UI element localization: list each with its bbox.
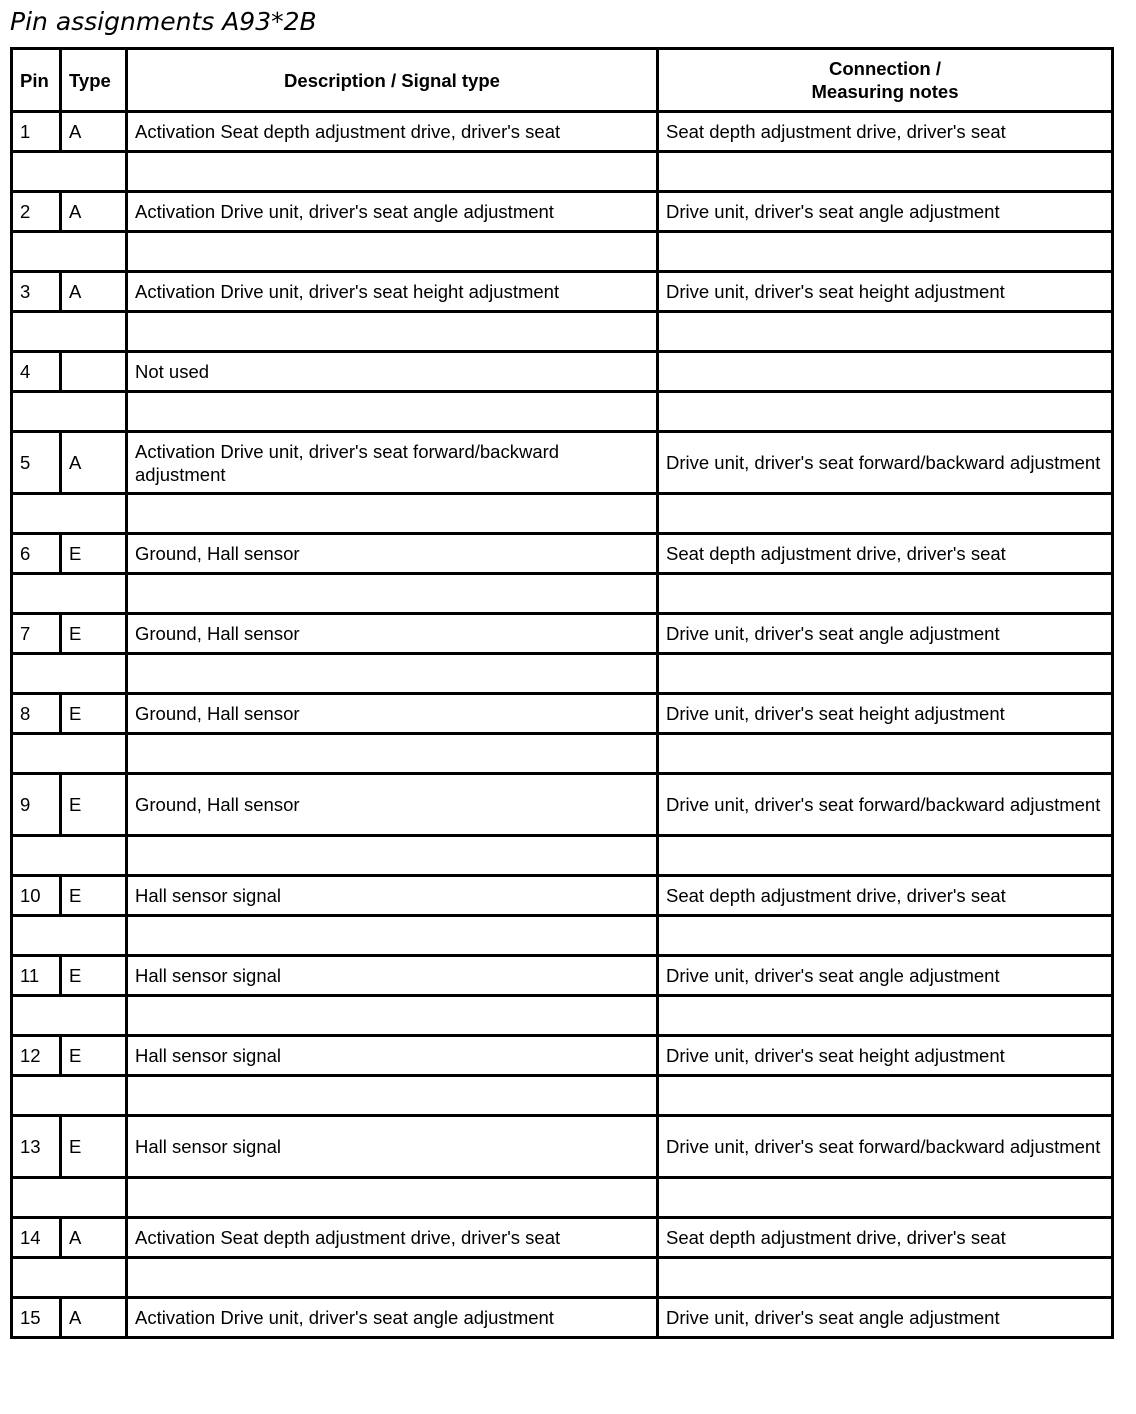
spacer-cell xyxy=(127,654,658,694)
type-cell: E xyxy=(61,774,127,836)
pin-cell: 15 xyxy=(12,1298,61,1338)
type-cell: E xyxy=(61,1036,127,1076)
table-row xyxy=(12,774,1113,836)
spacer-row xyxy=(12,1258,1113,1298)
spacer-row xyxy=(12,916,1113,956)
connection-cell: Seat depth adjustment drive, driver's seat xyxy=(658,534,1113,574)
description-cell: Ground, Hall sensor xyxy=(127,694,658,734)
spacer-row xyxy=(12,312,1113,352)
table-row xyxy=(12,112,1113,152)
description-cell: Activation Seat depth adjustment drive, driver's seat xyxy=(127,1218,658,1258)
table-row xyxy=(12,1036,1113,1076)
spacer-cell xyxy=(12,312,127,352)
spacer-cell xyxy=(127,836,658,876)
type-cell: A xyxy=(61,432,127,494)
spacer-cell xyxy=(658,574,1113,614)
pin-cell: 7 xyxy=(12,614,61,654)
spacer-cell xyxy=(12,654,127,694)
table-header-row xyxy=(12,49,1113,112)
connection-cell: Drive unit, driver's seat height adjustment xyxy=(658,694,1113,734)
spacer-cell xyxy=(12,152,127,192)
spacer-cell xyxy=(127,392,658,432)
table-row xyxy=(12,1116,1113,1178)
spacer-cell xyxy=(127,574,658,614)
pin-cell: 2 xyxy=(12,192,61,232)
spacer-cell xyxy=(12,494,127,534)
description-cell: Hall sensor signal xyxy=(127,956,658,996)
spacer-cell xyxy=(127,152,658,192)
spacer-cell xyxy=(658,654,1113,694)
type-cell: A xyxy=(61,1218,127,1258)
pin-cell: 11 xyxy=(12,956,61,996)
spacer-cell xyxy=(658,152,1113,192)
pin-cell: 3 xyxy=(12,272,61,312)
type-cell: E xyxy=(61,876,127,916)
spacer-row xyxy=(12,494,1113,534)
type-cell xyxy=(61,352,127,392)
description-cell: Activation Drive unit, driver's seat height adjustment xyxy=(127,272,658,312)
table-row xyxy=(12,272,1113,312)
pin-cell: 14 xyxy=(12,1218,61,1258)
spacer-cell xyxy=(658,1258,1113,1298)
type-cell: E xyxy=(61,534,127,574)
table-body xyxy=(12,112,1113,1338)
connection-cell: Drive unit, driver's seat angle adjustment xyxy=(658,192,1113,232)
table-row xyxy=(12,534,1113,574)
type-cell: E xyxy=(61,694,127,734)
type-cell: E xyxy=(61,614,127,654)
description-cell: Ground, Hall sensor xyxy=(127,534,658,574)
table-row xyxy=(12,614,1113,654)
connection-cell: Seat depth adjustment drive, driver's seat xyxy=(658,876,1113,916)
spacer-cell xyxy=(127,916,658,956)
pin-cell: 10 xyxy=(12,876,61,916)
spacer-cell xyxy=(658,312,1113,352)
description-cell: Not used xyxy=(127,352,658,392)
column-header-connection xyxy=(658,49,1113,112)
pin-cell: 9 xyxy=(12,774,61,836)
connection-cell: Drive unit, driver's seat forward/backward adjustment xyxy=(658,1116,1113,1178)
type-cell: A xyxy=(61,112,127,152)
pin-cell: 1 xyxy=(12,112,61,152)
spacer-cell xyxy=(658,1178,1113,1218)
connection-cell: Drive unit, driver's seat height adjustment xyxy=(658,272,1113,312)
table-row xyxy=(12,432,1113,494)
connection-cell: Drive unit, driver's seat forward/backward adjustment xyxy=(658,432,1113,494)
table-row xyxy=(12,1218,1113,1258)
spacer-cell xyxy=(12,734,127,774)
pin-cell: 5 xyxy=(12,432,61,494)
spacer-cell xyxy=(127,1178,658,1218)
description-cell: Activation Drive unit, driver's seat forward/backward adjustment xyxy=(127,432,658,494)
description-cell: Hall sensor signal xyxy=(127,876,658,916)
table-row xyxy=(12,876,1113,916)
table-row xyxy=(12,1298,1113,1338)
type-cell: E xyxy=(61,956,127,996)
spacer-cell xyxy=(658,1076,1113,1116)
spacer-cell xyxy=(127,1258,658,1298)
spacer-cell xyxy=(658,494,1113,534)
connection-cell: Drive unit, driver's seat forward/backward adjustment xyxy=(658,774,1113,836)
type-cell: A xyxy=(61,1298,127,1338)
spacer-row xyxy=(12,654,1113,694)
description-cell: Ground, Hall sensor xyxy=(127,774,658,836)
spacer-cell xyxy=(127,312,658,352)
spacer-row xyxy=(12,1178,1113,1218)
spacer-cell xyxy=(12,1258,127,1298)
spacer-cell xyxy=(658,392,1113,432)
spacer-row xyxy=(12,1076,1113,1116)
connection-cell: Drive unit, driver's seat height adjustment xyxy=(658,1036,1113,1076)
column-header-connection-line2: Measuring notes xyxy=(811,81,959,102)
table-row xyxy=(12,694,1113,734)
description-cell: Ground, Hall sensor xyxy=(127,614,658,654)
connection-cell: Drive unit, driver's seat angle adjustment xyxy=(658,614,1113,654)
spacer-row xyxy=(12,392,1113,432)
spacer-cell xyxy=(658,996,1113,1036)
spacer-cell xyxy=(12,392,127,432)
spacer-row xyxy=(12,152,1113,192)
pin-table-container xyxy=(10,47,1112,1339)
spacer-cell xyxy=(658,836,1113,876)
description-cell: Activation Seat depth adjustment drive, driver's seat xyxy=(127,112,658,152)
spacer-cell xyxy=(127,1076,658,1116)
spacer-row xyxy=(12,836,1113,876)
type-cell: E xyxy=(61,1116,127,1178)
table-row xyxy=(12,352,1113,392)
spacer-row xyxy=(12,574,1113,614)
spacer-cell xyxy=(127,996,658,1036)
spacer-cell xyxy=(127,734,658,774)
spacer-cell xyxy=(127,494,658,534)
spacer-row xyxy=(12,232,1113,272)
pin-cell: 8 xyxy=(12,694,61,734)
description-cell: Activation Drive unit, driver's seat angle adjustment xyxy=(127,1298,658,1338)
spacer-cell xyxy=(127,232,658,272)
page-title: Pin assignments A93*2B xyxy=(10,7,317,36)
spacer-row xyxy=(12,734,1113,774)
description-cell: Activation Drive unit, driver's seat angle adjustment xyxy=(127,192,658,232)
description-cell: Hall sensor signal xyxy=(127,1036,658,1076)
spacer-cell xyxy=(12,574,127,614)
spacer-cell xyxy=(658,916,1113,956)
spacer-cell xyxy=(12,916,127,956)
connection-cell: Drive unit, driver's seat angle adjustment xyxy=(658,956,1113,996)
table-row xyxy=(12,956,1113,996)
column-header-connection-line1: Connection / xyxy=(828,58,942,79)
pin-cell: 6 xyxy=(12,534,61,574)
connection-cell xyxy=(658,352,1113,392)
type-cell: A xyxy=(61,272,127,312)
spacer-cell xyxy=(12,1076,127,1116)
description-cell: Hall sensor signal xyxy=(127,1116,658,1178)
spacer-cell xyxy=(12,836,127,876)
column-header-description: Description / Signal type xyxy=(127,49,658,112)
spacer-cell xyxy=(12,232,127,272)
pin-assignment-table xyxy=(10,47,1114,1339)
type-cell: A xyxy=(61,192,127,232)
spacer-cell xyxy=(658,734,1113,774)
spacer-cell xyxy=(658,232,1113,272)
connection-cell: Drive unit, driver's seat angle adjustment xyxy=(658,1298,1113,1338)
table-row xyxy=(12,192,1113,232)
pin-cell: 12 xyxy=(12,1036,61,1076)
spacer-cell xyxy=(12,996,127,1036)
spacer-cell xyxy=(12,1178,127,1218)
column-header-type: Type xyxy=(61,49,127,112)
spacer-row xyxy=(12,996,1113,1036)
connection-cell: Seat depth adjustment drive, driver's seat xyxy=(658,112,1113,152)
column-header-pin: Pin xyxy=(12,49,61,112)
pin-cell: 4 xyxy=(12,352,61,392)
pin-cell: 13 xyxy=(12,1116,61,1178)
connection-cell: Seat depth adjustment drive, driver's seat xyxy=(658,1218,1113,1258)
